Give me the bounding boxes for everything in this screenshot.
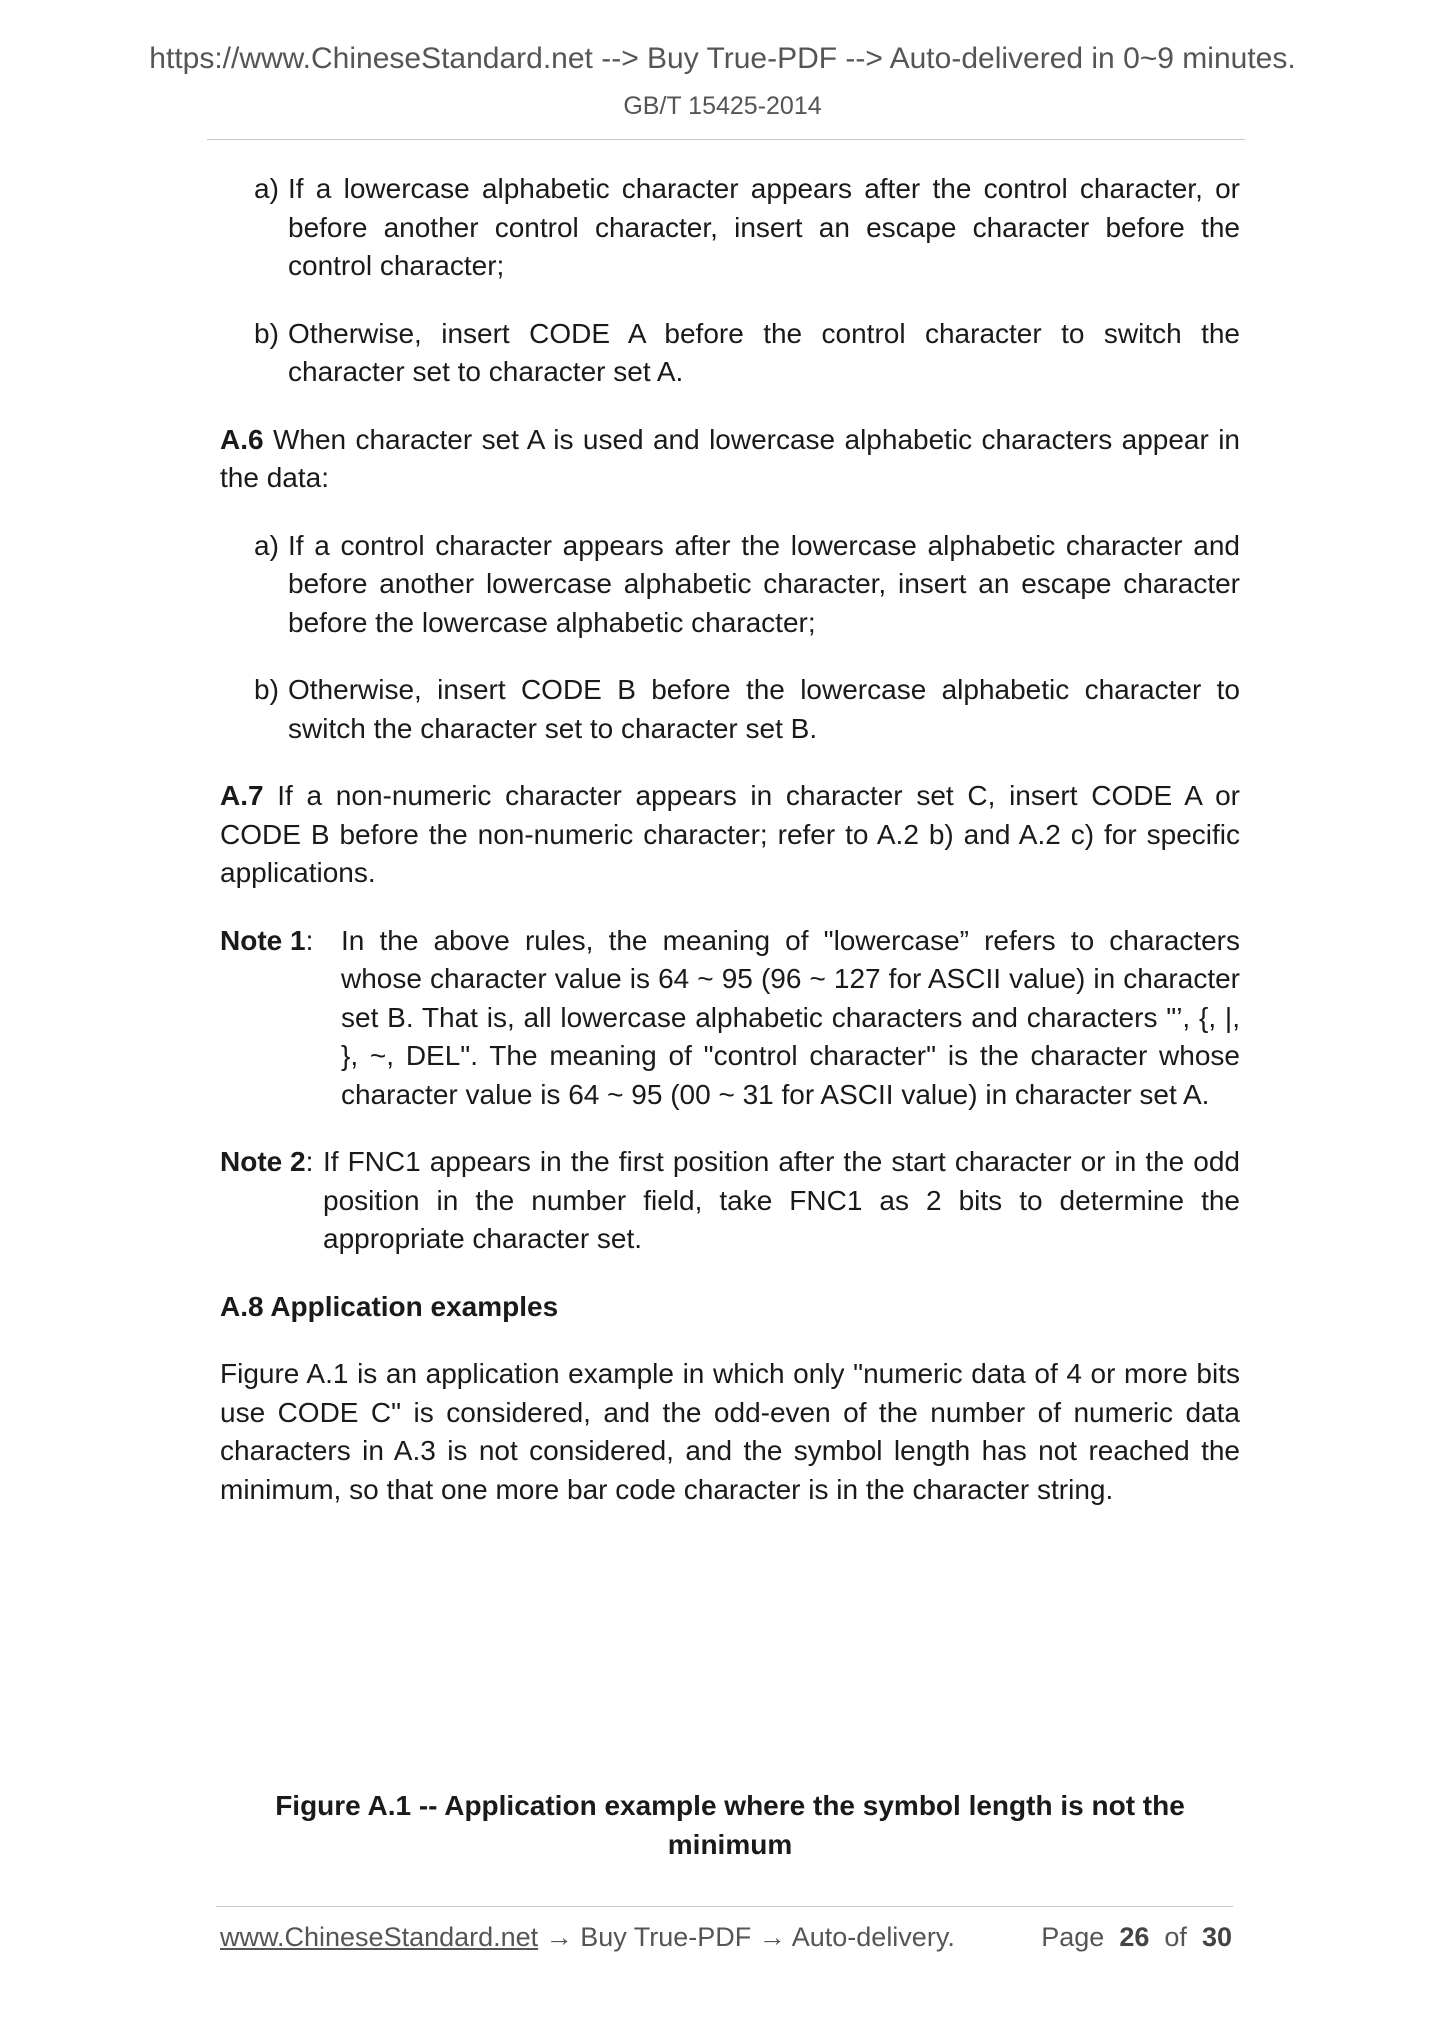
- list-item-a6-b: [220, 671, 1240, 748]
- footer-divider: [216, 1906, 1233, 1907]
- list-item-text: If a control character appears after the lowercase alphabetic character and before another lowercase alphabetic character, insert an escape character before the lowercase alphabetic character;: [288, 529, 1240, 638]
- list-marker: a): [254, 529, 279, 561]
- list-item-text: Otherwise, insert CODE B before the lowercase alphabetic character to switch the character set to character set B.: [288, 674, 1240, 744]
- list-item-a5-b: [220, 315, 1240, 392]
- note-2: [220, 1143, 1240, 1259]
- section-heading-a8: A.8 Application examples: [220, 1290, 559, 1322]
- list-marker: b): [254, 674, 279, 705]
- note-label: Note 2:: [220, 1146, 314, 1177]
- list-marker: b): [254, 317, 279, 349]
- clause-a7: [220, 777, 1240, 893]
- list-item-text: If a lowercase alphabetic character appears after the control character, or before another control character, insert an escape character before the control character;: [288, 173, 1240, 281]
- figure-caption: Figure A.1 -- Application example where the symbol length is not the minimum: [275, 1790, 1185, 1860]
- clause-number: A.7: [220, 780, 264, 811]
- clause-text: If a non-numeric character appears in character set C, insert CODE A or CODE B before the non-numeric character; refer to A.2 b) and A.2 c) for specific applications.: [220, 780, 1240, 888]
- footer-text: → Buy True-PDF → Auto-delivery.: [538, 1922, 955, 1952]
- list-marker: a): [254, 173, 279, 204]
- footer-link[interactable]: www.ChineseStandard.net: [220, 1922, 539, 1952]
- list-item-a6-a: [220, 527, 1240, 643]
- note-text: If FNC1 appears in the first position after the start character or in the odd position in the number field, take FNC1 as 2 bits to determine the appropriate character set.: [323, 1146, 1240, 1254]
- section-paragraph-a8: Figure A.1 is an application example in which only "numeric data of 4 or more bits use CODE C" is considered, and the odd-even of the number of numeric data characters in A.3 is not considered, and the symbol length has not reached the minimum, so that one more bar code character is in the character string.: [220, 1358, 1240, 1505]
- page-content: [220, 170, 1240, 1509]
- list-item-text: Otherwise, insert CODE A before the control character to switch the character set to character set A.: [288, 317, 1240, 387]
- clause-text: When character set A is used and lowercase alphabetic characters appear in the data:: [220, 423, 1240, 493]
- note-label: Note 1:: [220, 924, 314, 956]
- list-item-a5-a: [220, 170, 1240, 286]
- standard-code: GB/T 15425-2014: [623, 92, 822, 120]
- header-divider: [207, 139, 1245, 140]
- clause-a6: [220, 421, 1240, 498]
- note-1: [220, 922, 1240, 1115]
- note-text: In the above rules, the meaning of "lowercase” refers to characters whose character value is 64 ~ 95 (96 ~ 127 for ASCII value) in character set B. That is, all lowercase alphabetic characters and characters "’, {, |, }, ~, DEL". The meaning of "control character" is the character whose character value is 64 ~ 95 (00 ~ 31 for ASCII value) in character set A.: [341, 924, 1240, 1110]
- page-footer: [220, 1922, 1232, 1953]
- clause-number: A.6: [220, 423, 264, 455]
- header-url-line: https://www.ChineseStandard.net --> Buy True-PDF --> Auto-delivered in 0~9 minutes.: [149, 42, 1296, 75]
- page-number: Page 26 of 30: [1041, 1922, 1232, 1952]
